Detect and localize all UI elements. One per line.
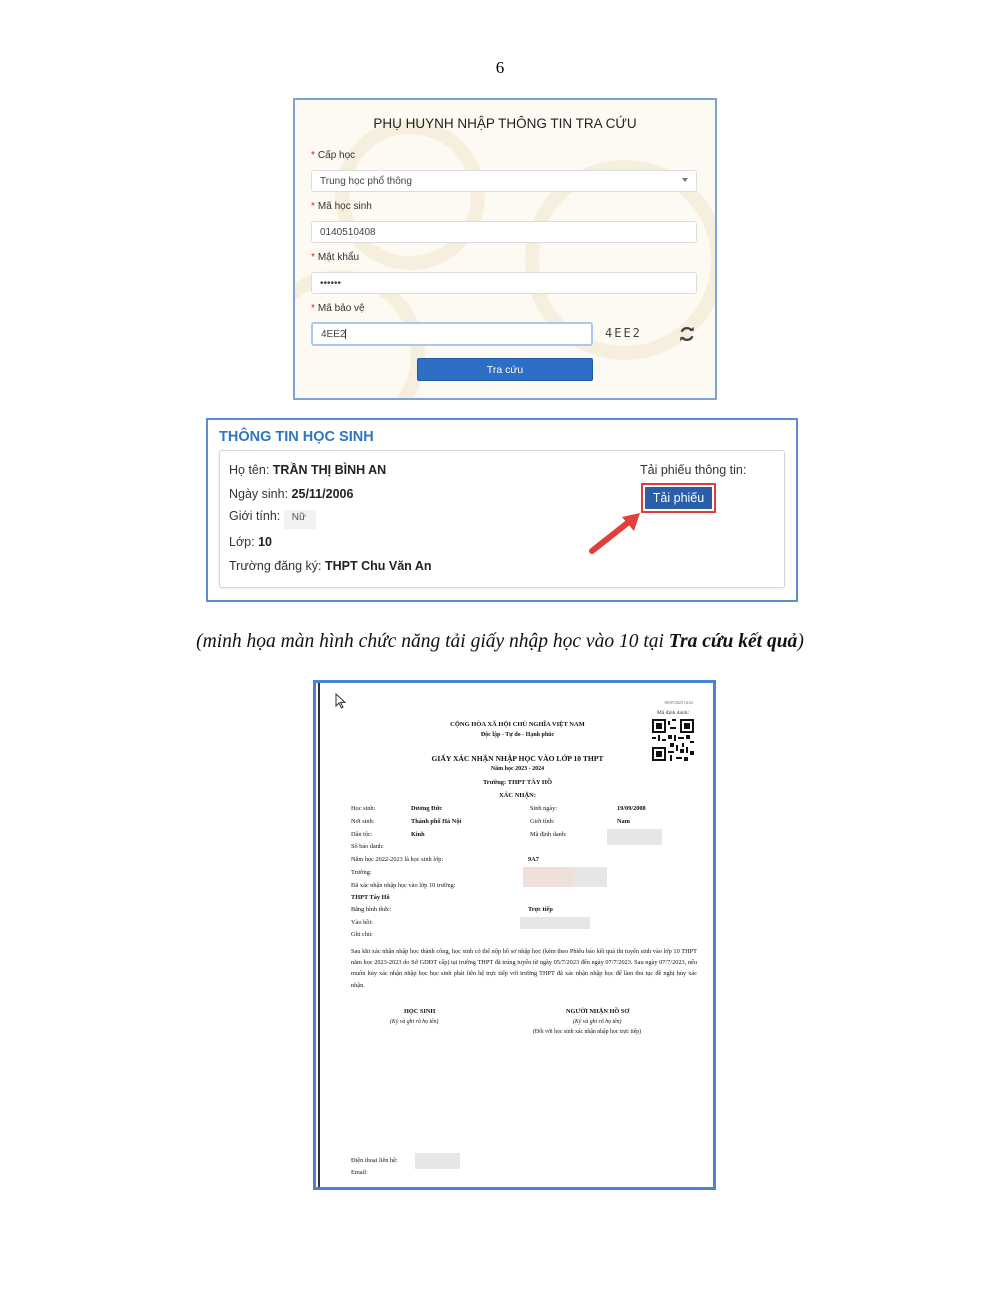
download-label: Tải phiếu thông tin:	[640, 463, 747, 477]
cert-dob-value: 19/09/2008	[617, 805, 646, 812]
sign-receiver-note: (Ký và ghi rõ họ tên)	[573, 1019, 622, 1025]
doc-school-line: Trường: THPT TÂY HỒ	[482, 779, 553, 786]
cert-prev-class-label: Năm học 2022-2023 là học sinh lớp:	[351, 856, 444, 863]
download-button[interactable]: Tải phiếu	[641, 483, 716, 513]
cert-prev-school-label: Trường:	[351, 869, 372, 876]
student-gender-row: Giới tính: Nữ	[229, 509, 316, 529]
redacted-prev-school-extra	[573, 867, 607, 887]
captcha-label: * Mã bảo vệ	[311, 303, 365, 314]
redacted-prev-school	[523, 867, 573, 887]
doc-header-line1: CỘNG HÒA XÃ HỘI CHỦ NGHĨA VIỆT NAM	[450, 721, 585, 728]
cert-gender-label: Giới tính:	[530, 818, 555, 825]
cert-birthplace-label: Nơi sinh:	[351, 818, 375, 825]
level-select[interactable]: Trung học phổ thông	[311, 170, 697, 192]
doc-title: GIẤY XÁC NHẬN NHẬP HỌC VÀO LỚP 10 THPT	[431, 754, 604, 763]
sign-student-title: HỌC SINH	[404, 1008, 436, 1015]
cert-admitted-label: Đã xác nhận nhập học vào lớp 10 trường:	[351, 882, 456, 889]
student-code-label: * Mã học sinh	[311, 201, 372, 212]
cert-admitted-value: THPT Tây Hồ	[351, 894, 390, 901]
redacted-time	[520, 917, 590, 929]
cert-dob-label: Sinh ngày:	[530, 805, 558, 812]
doc-school-year: Năm học 2023 - 2024	[490, 766, 545, 772]
sign-receiver-note2: (Đối với học sinh xác nhận nhập học trực tiếp)	[533, 1029, 642, 1035]
student-info-title: THÔNG TIN HỌC SINH	[219, 429, 374, 445]
cert-gender-value: Nam	[617, 818, 630, 825]
cert-ethnicity-label: Dân tộc:	[351, 831, 373, 838]
cert-method-value: Trực tiếp	[528, 906, 553, 913]
chevron-down-icon	[682, 178, 688, 182]
cert-student-label: Học sinh:	[351, 805, 376, 812]
password-label: * Mật khẩu	[311, 252, 360, 263]
search-button[interactable]: Tra cứu	[417, 358, 593, 381]
doc-confirm: XÁC NHẬN:	[498, 792, 536, 799]
password-input[interactable]: ••••••	[311, 272, 697, 294]
student-info-panel	[206, 418, 798, 602]
cert-ethnicity-value: Kinh	[411, 831, 425, 838]
sign-receiver-title: NGƯỜI NHẬN HỒ SƠ	[566, 1008, 630, 1015]
cert-note-label: Ghi chú:	[351, 931, 373, 938]
figure-caption: (minh họa màn hình chức năng tải giấy nhập học vào 10 tại Tra cứu kết quả)	[196, 631, 804, 652]
lookup-form-panel	[293, 98, 717, 400]
sign-student-note: (Ký và ghi rõ họ tên)	[390, 1019, 439, 1025]
captcha-input[interactable]: 4EE2	[311, 322, 593, 346]
cert-prev-class-value: 9A7	[528, 856, 539, 863]
cert-student-value: Dương Đức	[411, 805, 443, 812]
student-name-row: Họ tên: TRẦN THỊ BÌNH AN	[229, 463, 387, 477]
lookup-form-title: PHỤ HUYNH NHẬP THÔNG TIN TRA CỨU	[373, 116, 637, 131]
id-code-label: Mã định danh:	[656, 710, 689, 716]
page-number: 6	[495, 58, 505, 77]
admission-certificate	[313, 680, 716, 1190]
doc-header-line2: Độc lập - Tự do - Hạnh phúc	[480, 732, 555, 738]
cert-id-number-label: Mã định danh:	[530, 831, 567, 838]
red-arrow-icon	[588, 509, 648, 555]
redacted-phone	[415, 1153, 460, 1169]
student-dob-row: Ngày sinh: 25/11/2006	[229, 487, 354, 501]
cert-email-label: Email:	[351, 1169, 368, 1176]
cert-time-label: Vào hồi:	[351, 919, 373, 926]
captcha-image: 4EE2	[605, 326, 642, 340]
student-code-input[interactable]: 0140510408	[311, 221, 697, 243]
redacted-id-number	[607, 829, 662, 845]
print-timestamp: 09/07/2023 14:52	[664, 700, 693, 705]
student-info-box	[219, 450, 785, 588]
student-school-row: Trường đăng ký: THPT Chu Văn An	[229, 559, 432, 573]
refresh-icon[interactable]	[678, 325, 696, 343]
cert-report-no-label: Số báo danh:	[351, 843, 384, 850]
mouse-cursor-icon	[335, 693, 347, 709]
cert-phone-label: Điện thoại liên hệ:	[351, 1157, 398, 1164]
level-label: * Cấp học	[311, 150, 356, 161]
cert-instructions-paragraph: Sau khi xác nhận nhập học thành công, học sinh có thể nộp hồ sơ nhập học (kèm theo Phiếu báo kết quả thi tuyển sinh vào lớp 10 THPT năm học 2023-2023 do Sở GDĐT cấp) tại trường THPT đã trúng tuyển từ ngày 05/7/2023 đến ngày 07/7/2023. Sau ngày 07/7/2023, nếu muốn hủy xác nhận nhập học học sinh phải liên hệ trực tiếp với trường THPT đã xác nhận nhập học để làm thủ tục đề nghị hủy xác nhận.	[351, 948, 697, 989]
student-class-row: Lớp: 10	[229, 535, 272, 549]
cert-method-label: Bằng hình thức:	[351, 906, 392, 913]
cert-birthplace-value: Thành phố Hà Nội	[411, 818, 462, 825]
